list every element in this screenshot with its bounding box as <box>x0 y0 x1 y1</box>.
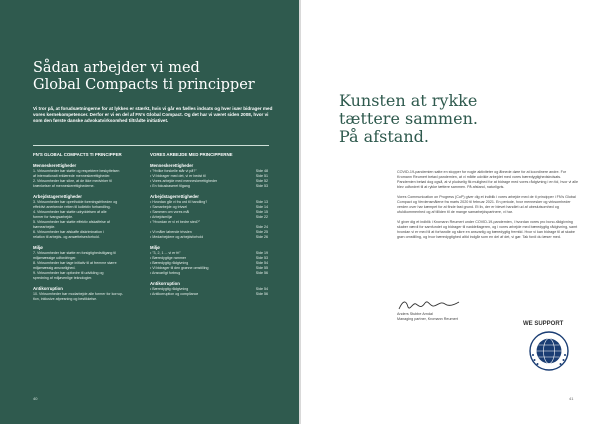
principle-line: effektivt anerkende retten til kollektiv forhandling. <box>33 205 111 209</box>
principle-line: 6. Virksomheder bør afskaffe diskrimination i <box>33 230 104 234</box>
principle-line: tion, inklusive afpresning og bestikkelse. <box>33 297 98 301</box>
our-work-column <box>150 163 268 302</box>
work-section <box>150 245 268 276</box>
principle-line: 4. Virksomheder bør støtte udryddelsen af alle <box>33 210 107 214</box>
work-item-text: • Sammen om vores mål <box>150 210 190 214</box>
principle-line: miljømæssige udfordringer. <box>33 256 77 260</box>
work-section <box>150 163 268 189</box>
principle-line: 8. Virksomheder bør tage initiativ til at fremme større <box>33 261 117 265</box>
principles-header: FN'S GLOBAL COMPACTS TI PRINCIPPER <box>33 152 122 157</box>
work-item-text: • Arbejdsmiljø <box>150 215 172 219</box>
signer-name: Anders Stubbe Arndal <box>397 312 433 316</box>
work-item-text: • Vi måler løbende trivslen <box>150 230 192 234</box>
work-item-text: • Bæredygtig rådgivning <box>150 287 189 291</box>
left-title-line-2: Global Compacts ti principper <box>33 77 255 93</box>
work-item-page: Side 48 <box>255 169 268 173</box>
work-item <box>150 292 268 297</box>
work-item-page: Side 54 <box>255 261 268 265</box>
work-item-page: Side 26 <box>255 235 268 239</box>
principle-line: 5. Virksomheder bør støtte effektiv afskaffelse af <box>33 220 110 224</box>
signer-title: Managing partner, Kromann Reumert <box>397 317 458 321</box>
work-item-text: • Vi bidrager til den grønne omstilling <box>150 266 209 270</box>
right-body-text <box>397 170 579 245</box>
work-item-text: • Hvordan går vi fra ord til handling? <box>150 200 208 204</box>
principle-line: 1. Virksomheder bør støtte og respektere beskyttelsen <box>33 169 120 173</box>
work-item-page: Side 14 <box>255 205 268 209</box>
right-page-title <box>339 92 569 146</box>
body-paragraph-2: Vores Communication on Progress (CoP) giver dig et indblik i vores arbejde med de ti principper i FN's Global Compact og Verdensmålene fra marts 2020 til februar 2021. En periode, hvor mennesker og virksomheder verden over har kæmpet for at finde fast grund. Et liv, der er blevet handlet ud af ubeslutsomhed og ufuldkommenhed og af tilliden til de mange samarbejdspartnere, vi har. <box>397 195 576 214</box>
principle-section <box>33 194 138 240</box>
work-item-text: • Samarbejde og trivsel <box>150 205 188 209</box>
principle-section-title: Antikorruption <box>33 286 63 291</box>
work-item-text: • Vores arbejde med menneskerettigheder <box>150 179 218 183</box>
left-page <box>0 0 299 424</box>
principle-section-title: Arbejdstagerrettigheder <box>33 194 82 199</box>
work-item-text: • En fokusbaseret tilgang <box>150 184 190 188</box>
work-item-page: Side 13 <box>255 200 268 204</box>
work-section-title: Antikorruption <box>150 281 180 286</box>
work-section-title: Arbejdstagerrettigheder <box>150 194 199 199</box>
work-section <box>150 194 268 240</box>
principle-line: krænkelser af menneskerettighederne. <box>33 184 95 188</box>
right-title-line-1: Kunsten at rykke <box>339 91 478 110</box>
principles-column <box>33 163 138 307</box>
body-paragraph-3: Vi giver dig et indblik i Kromann Reumert under COVID-19-pandemien, i hvordan vores pro bono-rådgivning skaber værdi for samfundet og bidrager til nøddeltageren, og i vores arbejde med bæredygtig rådgivning, samt hvordan vi er med til at forhandle og sikre en ansvarlig og bæredygtig fremtid. Hvor vi kan bidrage til at skabe grøn omstilling, og hvor bæredygtighed altid indgår som en del af det, vi gør. Tak fordi du læser med. <box>397 220 578 239</box>
principle-line: 10. Virksomheder bør modarbejde alle former for korrup- <box>33 292 124 296</box>
principle-line: børnearbejde. <box>33 225 56 229</box>
principle-line: 3. Virksomheder bør opretholde foreningsfriheden og <box>33 200 118 204</box>
page-number-right: 41 <box>569 396 574 401</box>
work-section-title: Miljø <box>150 245 160 250</box>
work-item-text: • Vi bidrager med det, vi er bedst til <box>150 174 206 178</box>
work-item-page: Side 51 <box>255 174 268 178</box>
principle-line: 2. Virksomheder bør sikre, at de ikke medvirker til <box>33 179 112 183</box>
principle-section-title: Menneskerettigheder <box>33 163 77 168</box>
work-item-page: Side 52 <box>255 179 268 183</box>
work-item-text: • Bæredygtig rådgivning <box>150 261 189 265</box>
right-title-line-2: tættere sammen. <box>339 109 478 128</box>
page-number-left: 40 <box>33 396 38 401</box>
we-support-label: WE SUPPORT <box>523 321 564 327</box>
work-item-text: • Medarbejdere og arbejdsforhold <box>150 235 204 239</box>
principle-section <box>33 245 138 281</box>
work-item-page: Side 53 <box>255 184 268 188</box>
principle-section <box>33 286 138 302</box>
principle-line: spredning af miljøvenlige teknologier. <box>33 276 93 280</box>
work-item-text: • Ansvarligt forbrug <box>150 271 181 275</box>
work-item-text: • Antikorruption og compliance <box>150 292 199 296</box>
principle-line: relation til arbejds- og ansættelsesforhold. <box>33 235 100 239</box>
left-title-line-1: Sådan arbejder vi med <box>33 60 200 76</box>
work-section <box>150 281 268 297</box>
work-item-page: Side 53 <box>255 256 268 260</box>
principle-line: miljømæssig ansvarlighed. <box>33 266 76 270</box>
work-section-title: Menneskerettigheder <box>150 163 194 168</box>
left-intro: Vi tror på, at forudsætningerne for at lykkes er stærkt, hvis vi går en fælles indsats og hver især bidrager med vores kernekompetencer. Derfor er vi en del af FN's Global Compact. Og det har vi været siden 2008, hvor vi som den første danske advokatvirksomhed tiltrådte initiativet. <box>33 106 273 123</box>
global-compact-logo-icon <box>529 331 569 371</box>
work-item <box>150 184 268 189</box>
principle-line: 7. Virksomheder bør støtte en forsigtighedstilgang til <box>33 251 117 255</box>
principle-section <box>33 163 138 189</box>
body-paragraph-1: COVID-19-pandemien satte en stopper for nogle aktiviteter og åbnede døre for at koordinere andre. For Kromann Reumert betød pandemien, at vi måtte udvikle arbejdet med vores bæredygtighedsindsats. Pandemien betød dog også, at vi pludselig fik mulighed for at bidrage med vores rådgivning i en tid, hvor vi alle blev udfordret til at rykke tættere sammen. På afstand, naturligvis. <box>397 170 578 189</box>
work-item-text: • "Hvilke forskelle står vi på?" <box>150 169 197 173</box>
signature-block <box>397 298 517 322</box>
work-item-page: Side 22 <box>255 215 268 219</box>
work-item-page: Side 24 <box>255 225 268 229</box>
principle-line: former for tvangsarbejde. <box>33 215 74 219</box>
right-page <box>301 0 600 424</box>
principle-section-title: Miljø <box>33 245 43 250</box>
work-item-page: Side 25 <box>255 230 268 234</box>
work-item-page: Side 15 <box>255 210 268 214</box>
work-item-text: • Bæredygtige rammer <box>150 256 187 260</box>
work-item-page: Side 54 <box>255 287 268 291</box>
left-page-title <box>33 60 283 94</box>
right-title-line-3: På afstand. <box>339 127 429 146</box>
work-item-page: Side 19 <box>255 251 268 255</box>
signature-icon <box>397 298 467 312</box>
work-item-text: • "3, 2, 1 ... vi er fri" <box>150 251 181 255</box>
work-item-page: Side 56 <box>255 292 268 296</box>
divider <box>33 145 269 146</box>
work-item-page: Side 55 <box>255 266 268 270</box>
work-item-page: Side 56 <box>255 271 268 275</box>
work-item <box>150 235 268 240</box>
work-item-text: • "Hvordan er vi et bedre sted?" <box>150 220 201 224</box>
principle-line: af internationalt erklærede menneskerettigheder. <box>33 174 111 178</box>
our-work-header: VORES ARBEJDE MED PRINCIPPERNE <box>150 152 233 157</box>
principle-line: 9. Virksomheder bør opfordre til udvikling og <box>33 271 104 275</box>
work-item <box>150 271 268 276</box>
